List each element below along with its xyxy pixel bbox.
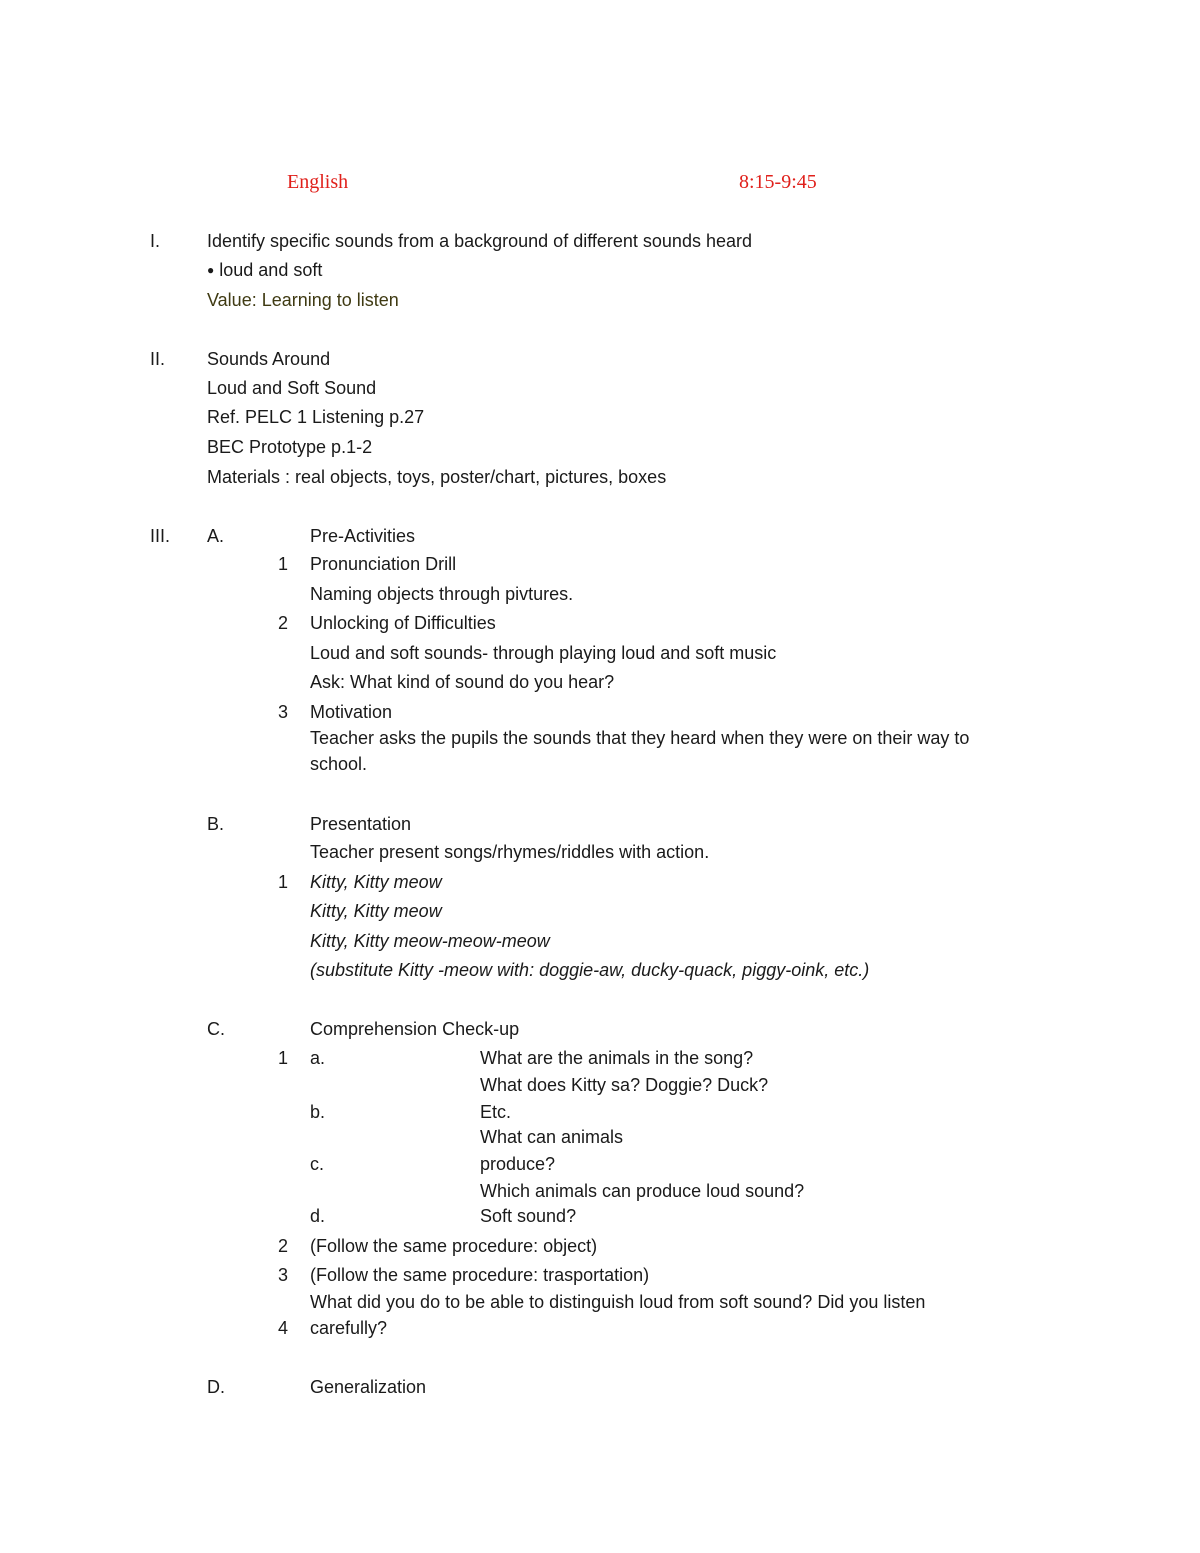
item-number: 1 bbox=[278, 1048, 289, 1068]
item-line: Ask: What kind of sound do you hear? bbox=[310, 672, 615, 692]
question-text: Etc. bbox=[480, 1102, 512, 1122]
part-d-title: Generalization bbox=[310, 1377, 427, 1397]
materials-line: Materials : real objects, toys, poster/chart, pictures, boxes bbox=[207, 467, 667, 487]
item-text: (Follow the same procedure: trasportation) bbox=[310, 1265, 650, 1285]
song-line: Kitty, Kitty meow bbox=[310, 901, 442, 921]
item-title: Unlocking of Difficulties bbox=[310, 613, 496, 633]
bullet-item bbox=[207, 259, 322, 281]
reference-line: Ref. PELC 1 Listening p.27 bbox=[207, 407, 425, 427]
part-d-letter: D. bbox=[207, 1377, 225, 1397]
part-b-letter: B. bbox=[207, 814, 225, 834]
item-number: 1 bbox=[278, 872, 289, 892]
question-letter: c. bbox=[310, 1154, 325, 1174]
bullet-text: loud and soft bbox=[219, 260, 323, 280]
part-b-intro: Teacher present songs/rhymes/riddles with action. bbox=[310, 842, 710, 862]
part-c-letter: C. bbox=[207, 1019, 225, 1039]
question-letter: a. bbox=[310, 1048, 326, 1068]
item-number: 2 bbox=[278, 1236, 289, 1256]
song-line: Kitty, Kitty meow bbox=[310, 872, 442, 892]
part-b-title: Presentation bbox=[310, 814, 412, 834]
question-text: What are the animals in the song? bbox=[480, 1048, 754, 1068]
part-c-title: Comprehension Check-up bbox=[310, 1019, 520, 1039]
item-number: 1 bbox=[278, 554, 289, 574]
item-number: 4 bbox=[278, 1318, 289, 1338]
subject-title: English bbox=[287, 171, 349, 193]
objective-text: Identify specific sounds from a background of different sounds heard bbox=[207, 231, 752, 251]
item-title: Pronunciation Drill bbox=[310, 554, 457, 574]
song-line: Kitty, Kitty meow-meow-meow bbox=[310, 931, 550, 951]
item-line: school. bbox=[310, 754, 368, 774]
item-line: Naming objects through pivtures. bbox=[310, 584, 574, 604]
question-text: Which animals can produce loud sound? bbox=[480, 1181, 805, 1201]
value-text: Value: Learning to listen bbox=[207, 290, 399, 310]
item-number: 3 bbox=[278, 1265, 289, 1285]
song-note: (substitute Kitty -meow with: doggie-aw, ducky-quack, piggy-oink, etc.) bbox=[310, 960, 870, 980]
part-a-title: Pre-Activities bbox=[310, 526, 416, 546]
topic-line: Loud and Soft Sound bbox=[207, 378, 377, 398]
item-text: (Follow the same procedure: object) bbox=[310, 1236, 598, 1256]
question-text: produce? bbox=[480, 1154, 556, 1174]
item-number: 3 bbox=[278, 702, 289, 722]
bullet-icon: ● bbox=[207, 263, 215, 277]
item-number: 2 bbox=[278, 613, 289, 633]
item-line: What did you do to be able to distinguish loud from soft sound? Did you listen bbox=[310, 1292, 926, 1312]
question-text: Soft sound? bbox=[480, 1206, 577, 1226]
section-1-numeral: I. bbox=[150, 231, 161, 251]
question-text: What does Kitty sa? Doggie? Duck? bbox=[480, 1075, 769, 1095]
question-text: What can animals bbox=[480, 1127, 624, 1147]
item-title: Motivation bbox=[310, 702, 393, 722]
time-slot: 8:15-9:45 bbox=[739, 171, 817, 193]
item-line: Teacher asks the pupils the sounds that they heard when they were on their way to bbox=[310, 728, 970, 748]
item-line: Loud and soft sounds- through playing loud and soft music bbox=[310, 643, 777, 663]
part-a-letter: A. bbox=[207, 526, 225, 546]
question-letter: b. bbox=[310, 1102, 326, 1122]
section-3-numeral: III. bbox=[150, 526, 171, 546]
item-line: carefully? bbox=[310, 1318, 388, 1338]
question-letter: d. bbox=[310, 1206, 326, 1226]
section-2-numeral: II. bbox=[150, 349, 166, 369]
reference-line: BEC Prototype p.1-2 bbox=[207, 437, 373, 457]
topic-line: Sounds Around bbox=[207, 349, 331, 369]
